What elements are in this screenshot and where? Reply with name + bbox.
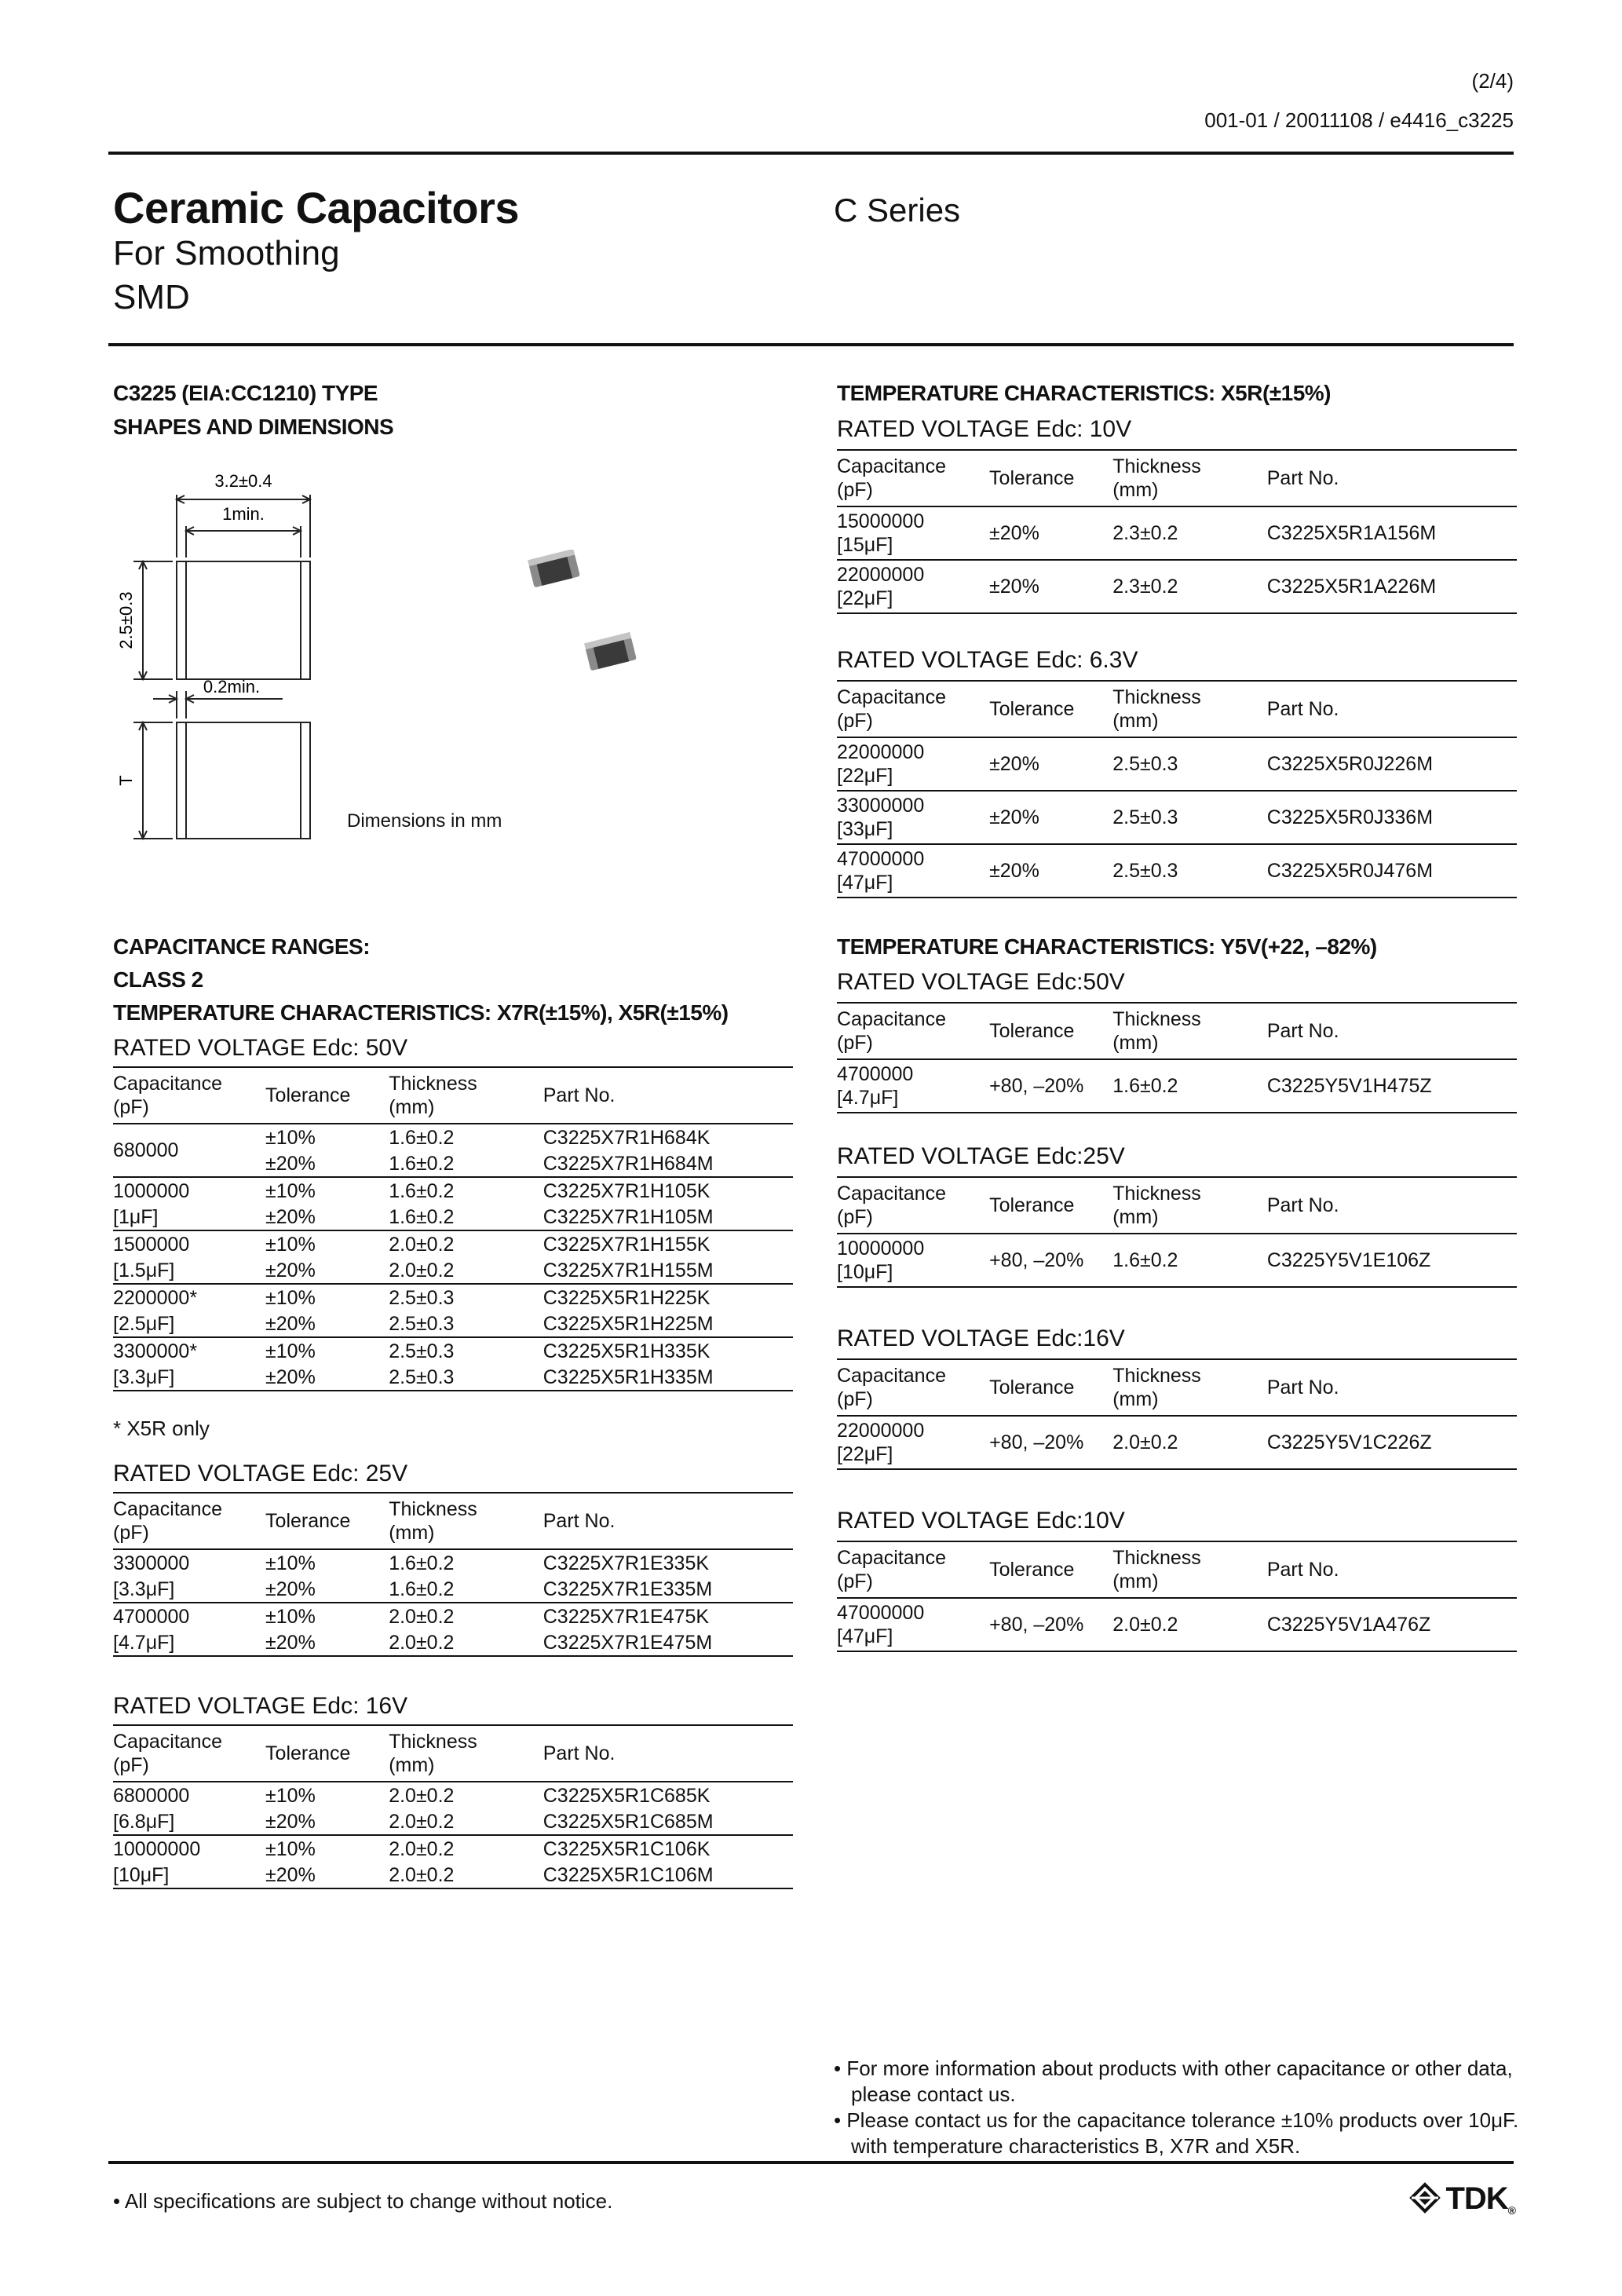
col-thickness-unit: (mm) (1112, 1388, 1159, 1410)
tolerance-value: ±10% (265, 1286, 316, 1309)
cap-value: 33000000 (837, 795, 925, 817)
col-thickness: Thickness (389, 1731, 477, 1753)
cap-value: 4700000 (837, 1063, 914, 1085)
table-row (113, 1284, 793, 1311)
part-number: C3225X5R1C106M (543, 1862, 793, 1888)
cap-value: 22000000 (837, 564, 925, 586)
part-number: C3225Y5V1H475Z (1267, 1059, 1517, 1113)
col-thickness-unit: (mm) (1112, 1570, 1159, 1592)
table-row (113, 1124, 793, 1150)
note-line: with temperature characteristics B, X7R and X5R. (851, 2134, 1301, 2158)
tolerance-value: ±10% (265, 1126, 316, 1149)
col-part-no: Part No. (1267, 1541, 1517, 1598)
cap-value-uf: [4.7μF] (113, 1629, 265, 1656)
voltage-label-y5v-25v: RATED VOLTAGE Edc:25V (837, 1143, 1125, 1169)
part-number: C3225X5R1A226M (1267, 560, 1517, 613)
table-header-row (837, 1003, 1517, 1059)
voltage-label-25v: RATED VOLTAGE Edc: 25V (113, 1461, 408, 1486)
series-label: C Series (834, 192, 961, 229)
x5r-heading: TEMPERATURE CHARACTERISTICS: X5R(±15%) (837, 381, 1332, 405)
tolerance-value: +80, –20% (989, 1234, 1112, 1287)
thickness-value: 1.6±0.2 (389, 1150, 543, 1177)
table-row (113, 1364, 793, 1391)
y5v-heading: TEMPERATURE CHARACTERISTICS: Y5V(+22, –82%) (837, 934, 1377, 959)
cap-value: 15000000 (837, 510, 925, 532)
col-tolerance: Tolerance (265, 1725, 389, 1782)
thickness-value: 2.3±0.2 (1112, 506, 1267, 560)
col-thickness: Thickness (1112, 686, 1201, 708)
tolerance-value: ±10% (265, 1233, 316, 1256)
table-row (837, 1416, 1517, 1469)
col-capacitance: Capacitance (837, 1183, 946, 1205)
col-thickness-unit: (mm) (1112, 479, 1159, 501)
dimensions-caption: Dimensions in mm (347, 810, 502, 832)
col-thickness: Thickness (1112, 455, 1201, 477)
spec-table-y5v-25v (837, 1176, 1517, 1288)
tolerance-value: ±20% (989, 844, 1112, 898)
col-part-no: Part No. (543, 1725, 793, 1782)
tolerance-value: ±10% (265, 1784, 316, 1807)
table-row (837, 791, 1517, 844)
tdk-logo (1409, 2181, 1515, 2217)
document-id: 001-01 / 20011108 / e4416_c3225 (1204, 108, 1514, 132)
tolerance-value: ±20% (989, 791, 1112, 844)
thickness-value: 2.0±0.2 (389, 1257, 543, 1284)
col-tolerance: Tolerance (989, 1359, 1112, 1416)
col-tolerance: Tolerance (989, 1177, 1112, 1234)
table-row (113, 1204, 793, 1230)
spec-table-x5r-10v (837, 449, 1517, 614)
tolerance-value: ±10% (265, 1552, 316, 1574)
col-capacitance: Capacitance (837, 455, 946, 477)
tolerance-value: ±10% (265, 1340, 316, 1362)
table-row (837, 560, 1517, 613)
voltage-label-y5v-16v: RATED VOLTAGE Edc:16V (837, 1325, 1125, 1351)
tolerance-value: ±20% (265, 1576, 389, 1603)
thickness-value: 2.0±0.2 (389, 1862, 543, 1888)
cap-value-uf: [47μF] (837, 872, 893, 894)
thickness-value: 1.6±0.2 (389, 1126, 455, 1149)
tolerance-value: ±20% (989, 560, 1112, 613)
col-capacitance: Capacitance (837, 1365, 946, 1387)
part-number: C3225X5R1H225M (543, 1311, 793, 1337)
part-number: C3225X5R1A156M (1267, 506, 1517, 560)
cap-value: 1000000 (113, 1179, 190, 1202)
header-rule (108, 152, 1514, 155)
cap-value: 3300000* (113, 1340, 198, 1362)
dim-02min-label: 0.2min. (203, 677, 261, 696)
dim-length-label: 3.2±0.4 (214, 471, 272, 491)
col-capacitance-unit: (pF) (113, 1522, 149, 1544)
col-thickness: Thickness (389, 1498, 477, 1520)
col-part-no: Part No. (1267, 450, 1517, 506)
dim-width-label: 2.5±0.3 (116, 591, 136, 649)
part-number: C3225X7R1H105K (542, 1179, 711, 1202)
spec-table-16v (113, 1724, 793, 1889)
table-row (113, 1337, 793, 1364)
part-number: C3225Y5V1A476Z (1267, 1598, 1517, 1651)
col-thickness-unit: (mm) (1112, 710, 1159, 732)
page-subtitle-mounting: SMD (113, 278, 190, 316)
col-tolerance: Tolerance (989, 450, 1112, 506)
col-capacitance: Capacitance (113, 1498, 222, 1520)
col-capacitance-unit: (pF) (837, 1570, 873, 1592)
col-thickness: Thickness (1112, 1365, 1201, 1387)
part-number: C3225X7R1H155M (543, 1257, 793, 1284)
thickness-value: 1.6±0.2 (389, 1552, 455, 1574)
col-capacitance: Capacitance (837, 1547, 946, 1569)
table-header-row (837, 1177, 1517, 1234)
tolerance-value: ±10% (265, 1605, 316, 1628)
thickness-value: 2.0±0.2 (389, 1808, 543, 1835)
table-row (837, 737, 1517, 791)
part-number: C3225X5R0J226M (1267, 737, 1517, 791)
col-capacitance-unit: (pF) (113, 1754, 149, 1776)
table-row (113, 1549, 793, 1576)
table-row (113, 1177, 793, 1204)
spec-table-y5v-16v (837, 1358, 1517, 1470)
table-row (837, 506, 1517, 560)
table-row (113, 1782, 793, 1808)
cap-value-uf: [3.3μF] (113, 1576, 265, 1603)
spec-table-50v (113, 1066, 793, 1391)
chip-photo-image (524, 550, 642, 683)
table-row (837, 1598, 1517, 1651)
voltage-label-50v: RATED VOLTAGE Edc: 50V (113, 1035, 408, 1061)
cap-value-uf: [22μF] (837, 1443, 893, 1465)
tolerance-value: ±10% (265, 1179, 316, 1202)
col-thickness: Thickness (1112, 1008, 1201, 1030)
tolerance-value: ±10% (265, 1837, 316, 1860)
tolerance-value: +80, –20% (989, 1059, 1112, 1113)
note-more-info (834, 2056, 1518, 2159)
cap-value: 1500000 (113, 1233, 190, 1256)
voltage-label-x5r-10v: RATED VOLTAGE Edc: 10V (837, 416, 1132, 442)
tolerance-value: ±20% (265, 1808, 389, 1835)
table-row (113, 1629, 793, 1656)
part-number: C3225X7R1H105M (543, 1204, 793, 1230)
right-terminal-side (301, 722, 310, 839)
table-header-row (113, 1725, 793, 1782)
cap-value: 10000000 (113, 1837, 201, 1860)
tolerance-value: ±20% (265, 1311, 389, 1337)
thickness-value: 2.0±0.2 (389, 1629, 543, 1656)
table-row (113, 1576, 793, 1603)
cap-value: 47000000 (837, 1602, 925, 1624)
part-number: C3225X7R1E475K (542, 1605, 710, 1628)
col-capacitance: Capacitance (837, 686, 946, 708)
col-capacitance: Capacitance (837, 1008, 946, 1030)
col-capacitance-unit: (pF) (113, 1096, 149, 1118)
voltage-label-y5v-50v: RATED VOLTAGE Edc:50V (837, 969, 1125, 995)
part-number: C3225X5R1H335K (542, 1340, 711, 1362)
cap-value-uf: [33μF] (837, 818, 893, 840)
col-capacitance-unit: (pF) (837, 1388, 873, 1410)
tolerance-value: ±20% (989, 737, 1112, 791)
col-part-no: Part No. (1267, 1359, 1517, 1416)
col-thickness-unit: (mm) (389, 1096, 435, 1118)
col-capacitance-unit: (pF) (837, 1206, 873, 1228)
title-rule (108, 343, 1514, 346)
type-heading: C3225 (EIA:CC1210) TYPE (113, 381, 378, 405)
table-row (113, 1257, 793, 1284)
col-capacitance-unit: (pF) (837, 479, 873, 501)
part-number: C3225X7R1E335M (543, 1576, 793, 1603)
col-thickness: Thickness (1112, 1547, 1201, 1569)
col-thickness: Thickness (1112, 1183, 1201, 1205)
thickness-value: 2.5±0.3 (1112, 791, 1267, 844)
footer-rule (108, 2161, 1514, 2164)
note-line: please contact us. (851, 2082, 1016, 2106)
table-header-row (113, 1493, 793, 1549)
cap-value-uf: [1.5μF] (113, 1257, 265, 1284)
dimension-drawing (110, 463, 597, 856)
thickness-value: 2.3±0.2 (1112, 560, 1267, 613)
part-number: C3225Y5V1C226Z (1267, 1416, 1517, 1469)
table-header-row (113, 1067, 793, 1124)
part-number: C3225X7R1H684M (543, 1150, 793, 1177)
note-line: • Please contact us for the capacitance tolerance ±10% products over 10μF. (834, 2108, 1519, 2132)
table-row (113, 1862, 793, 1888)
table-header-row (837, 1359, 1517, 1416)
thickness-value: 2.5±0.3 (389, 1311, 543, 1337)
logo-registered: ® (1507, 2204, 1515, 2217)
page-number: (2/4) (1471, 69, 1514, 93)
col-capacitance-unit: (pF) (837, 1032, 873, 1054)
dim-1min-label: 1min. (222, 504, 265, 524)
cap-value-uf: [15μF] (837, 534, 893, 556)
cap-value-uf: [22μF] (837, 765, 893, 787)
part-number: C3225X5R1H225K (542, 1286, 711, 1309)
cap-value: 6800000 (113, 1784, 190, 1807)
col-thickness-unit: (mm) (389, 1522, 435, 1544)
tolerance-value: ±20% (265, 1629, 389, 1656)
table-row (837, 1234, 1517, 1287)
tolerance-value: ±20% (265, 1364, 389, 1391)
thickness-value: 2.0±0.2 (389, 1605, 455, 1628)
thickness-value: 1.6±0.2 (389, 1179, 455, 1202)
thickness-value: 2.5±0.3 (1112, 844, 1267, 898)
thickness-value: 2.5±0.3 (389, 1364, 543, 1391)
thickness-value: 1.6±0.2 (389, 1576, 543, 1603)
ranges-heading: CAPACITANCE RANGES: (113, 934, 371, 959)
part-number: C3225X7R1E475M (543, 1629, 793, 1656)
cap-value: 47000000 (837, 848, 925, 870)
voltage-label-16v: RATED VOLTAGE Edc: 16V (113, 1693, 408, 1719)
x5r-only-note: * X5R only (113, 1417, 210, 1440)
note-line: • For more information about products with other capacitance or other data, (834, 2057, 1513, 2080)
part-number: C3225X5R1H335M (543, 1364, 793, 1391)
thickness-value: 2.0±0.2 (389, 1837, 455, 1860)
thickness-value: 2.5±0.3 (389, 1340, 455, 1362)
col-capacitance: Capacitance (113, 1731, 222, 1753)
col-tolerance: Tolerance (989, 1003, 1112, 1059)
table-header-row (837, 681, 1517, 737)
tolerance-value: ±20% (265, 1204, 389, 1230)
col-part-no: Part No. (1267, 681, 1517, 737)
part-number: C3225Y5V1E106Z (1267, 1234, 1517, 1287)
cap-value-uf: [2.5μF] (113, 1311, 265, 1337)
cap-value: 3300000 (113, 1552, 190, 1574)
table-row (113, 1808, 793, 1835)
table-row (113, 1230, 793, 1257)
cap-value-uf: [10μF] (113, 1862, 265, 1888)
cap-value-uf: [10μF] (837, 1261, 893, 1283)
cap-value: 22000000 (837, 741, 925, 763)
part-number: C3225X5R1C106K (542, 1837, 711, 1860)
part-number: C3225X5R0J476M (1267, 844, 1517, 898)
table-row (113, 1311, 793, 1337)
table-header-row (837, 450, 1517, 506)
cap-value-uf: [22μF] (837, 587, 893, 609)
cap-value-uf: [47μF] (837, 1625, 893, 1647)
cap-value: 22000000 (837, 1420, 925, 1442)
tolerance-value: ±20% (265, 1150, 389, 1177)
left-terminal-side (177, 722, 186, 839)
col-tolerance: Tolerance (265, 1493, 389, 1549)
col-thickness-unit: (mm) (1112, 1032, 1159, 1054)
thickness-value: 2.5±0.3 (1112, 737, 1267, 791)
cap-value-uf: [1μF] (113, 1204, 265, 1230)
col-tolerance: Tolerance (989, 1541, 1112, 1598)
footer-disclaimer: • All specifications are subject to change without notice. (113, 2189, 613, 2213)
col-capacitance-unit: (pF) (837, 710, 873, 732)
cap-value-uf: [3.3μF] (113, 1364, 265, 1391)
tolerance-value: +80, –20% (989, 1598, 1112, 1651)
spec-table-x5r-6v3 (837, 680, 1517, 898)
dim-t-label: T (116, 775, 136, 786)
page-title: Ceramic Capacitors (113, 183, 520, 232)
tolerance-value: ±20% (989, 506, 1112, 560)
thickness-value: 2.0±0.2 (1112, 1416, 1267, 1469)
voltage-label-x5r-6v3: RATED VOLTAGE Edc: 6.3V (837, 647, 1138, 673)
col-tolerance: Tolerance (265, 1067, 389, 1124)
thickness-value: 1.6±0.2 (1112, 1234, 1267, 1287)
col-part-no: Part No. (543, 1493, 793, 1549)
cap-value: 10000000 (837, 1238, 925, 1260)
part-number: C3225X5R0J336M (1267, 791, 1517, 844)
col-capacitance: Capacitance (113, 1073, 222, 1095)
x7r-x5r-heading: TEMPERATURE CHARACTERISTICS: X7R(±15%), X5R(±15%) (113, 1000, 729, 1025)
cap-value: 4700000 (113, 1605, 190, 1628)
right-terminal-top (301, 561, 310, 679)
thickness-value: 2.0±0.2 (389, 1233, 455, 1256)
thickness-value: 2.0±0.2 (389, 1784, 455, 1807)
part-number: C3225X7R1E335K (542, 1552, 710, 1574)
tolerance-value: ±20% (265, 1862, 389, 1888)
table-row (837, 844, 1517, 898)
table-header-row (837, 1541, 1517, 1598)
spec-table-y5v-50v (837, 1002, 1517, 1113)
col-tolerance: Tolerance (989, 681, 1112, 737)
table-row (837, 1059, 1517, 1113)
thickness-value: 1.6±0.2 (389, 1204, 543, 1230)
col-thickness-unit: (mm) (1112, 1206, 1159, 1228)
thickness-value: 2.0±0.2 (1112, 1598, 1267, 1651)
tolerance-value: +80, –20% (989, 1416, 1112, 1469)
voltage-label-y5v-10v: RATED VOLTAGE Edc:10V (837, 1508, 1125, 1534)
col-thickness-unit: (mm) (389, 1754, 435, 1776)
col-part-no: Part No. (543, 1067, 793, 1124)
chip-side-view (177, 722, 310, 839)
spec-table-y5v-10v (837, 1541, 1517, 1652)
cap-value-uf: [4.7μF] (837, 1087, 899, 1109)
table-row (113, 1603, 793, 1629)
col-part-no: Part No. (1267, 1177, 1517, 1234)
cap-value: 680000 (113, 1124, 265, 1177)
cap-value-uf: [6.8μF] (113, 1808, 265, 1835)
left-terminal-top (177, 561, 186, 679)
part-number: C3225X7R1H684K (542, 1126, 711, 1149)
logo-text: TDK (1445, 2181, 1508, 2216)
part-number: C3225X5R1C685K (542, 1784, 711, 1807)
tolerance-value: ±20% (265, 1257, 389, 1284)
col-part-no: Part No. (1267, 1003, 1517, 1059)
tdk-logo-mark-icon (1409, 2182, 1441, 2214)
spec-table-25v (113, 1492, 793, 1657)
table-row (113, 1835, 793, 1862)
cap-value: 2200000* (113, 1286, 198, 1309)
thickness-value: 1.6±0.2 (1112, 1059, 1267, 1113)
thickness-value: 2.5±0.3 (389, 1286, 455, 1309)
part-number: C3225X7R1H155K (542, 1233, 711, 1256)
chip-top-view (177, 561, 310, 679)
class-heading: CLASS 2 (113, 967, 203, 992)
page-subtitle-application: For Smoothing (113, 234, 340, 272)
part-number: C3225X5R1C685M (543, 1808, 793, 1835)
shapes-heading: SHAPES AND DIMENSIONS (113, 415, 394, 439)
col-thickness: Thickness (389, 1073, 477, 1095)
